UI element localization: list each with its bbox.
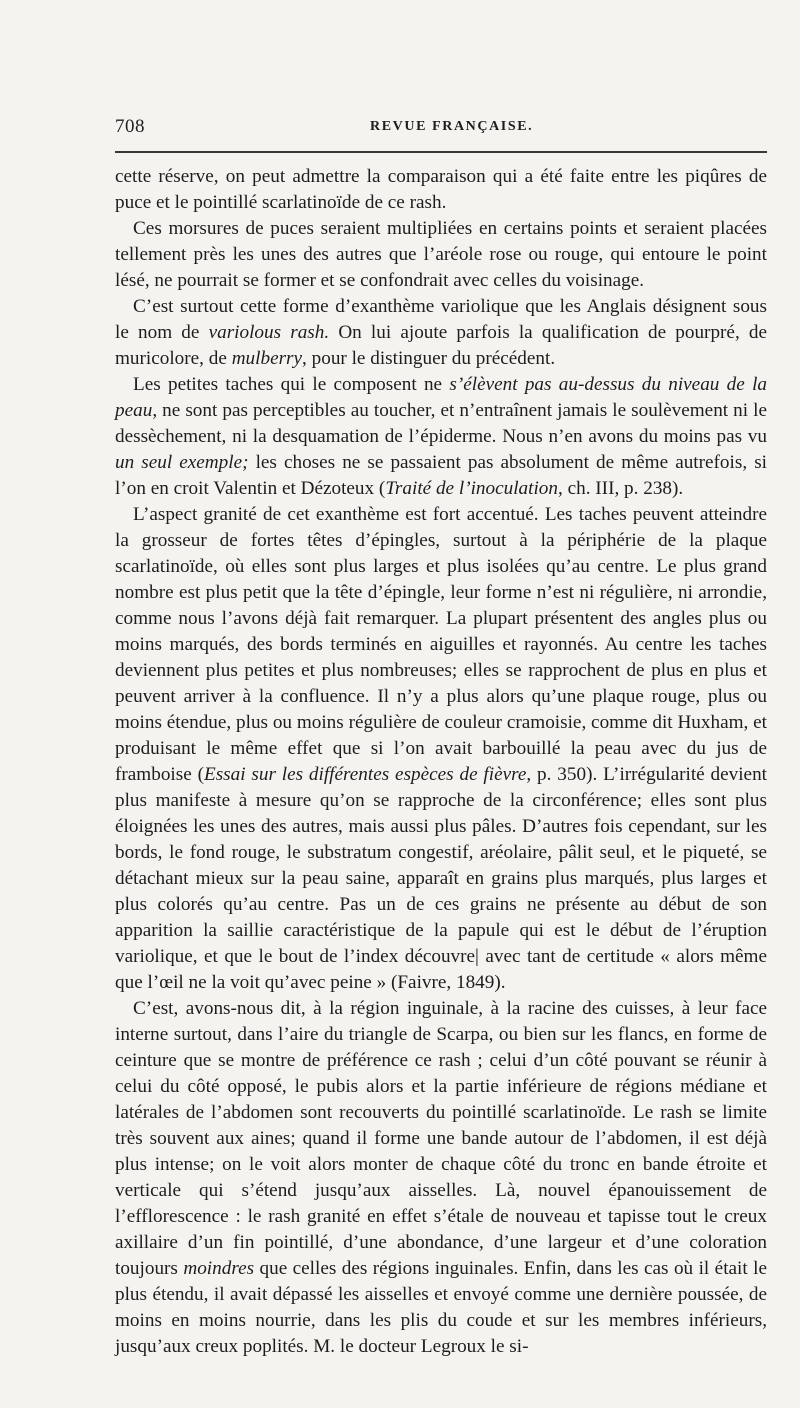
page-number: 708 bbox=[115, 116, 145, 137]
text-run: On lui ajoute parfois la qualification de pourpré, de muricolore, de bbox=[115, 322, 768, 369]
paragraph bbox=[115, 216, 767, 294]
text-run: , pour le distinguer du précédent. bbox=[302, 348, 556, 369]
header-rule bbox=[115, 151, 767, 153]
text-run: , p. 350). L’irrégularité devient plus manifeste à mesure qu’on se rapproche de la circonférence; elles sont plus éloignées les unes des autres, mais aussi plus pâles. D’autres fois cependant, sur les bords, le fond rouge, le substratum congestif, aréolaire, pâlit seul, et le piqueté, se détachant mieux sur la peau saine, apparaît en grains plus marqués, plus larges et plus colorés qu’au centre. Pas un de ces grains ne présente au début de son apparition la saillie caractéristique de la papule qui est le début de l’éruption variolique, et que le bout de l’index découvre| avec tant de certitude « alors même que l’œil ne la voit qu’avec peine » (Faivre, 1849). bbox=[115, 764, 767, 993]
text-run: cette réserve, on peut admettre la comparaison qui a été faite entre les piqûres de puce et le pointillé scarlatinoïde de ce rash. bbox=[115, 166, 767, 213]
text-run: que celles des régions inguinales. Enfin, dans les cas où il était le plus étendu, il avait dépassé les aisselles et envoyé comme une dernière poussée, de moins en moins nourrie, dans les plis du coude et sur les membres inférieurs, jusqu’aux creux poplités. M. le docteur Legroux le si- bbox=[115, 1258, 767, 1357]
text-run: , ne sont pas perceptibles au toucher, et n’entraînent jamais le soulèvement ni le dessèchement, ni la desquamation de l’épiderme. Nous n’en avons du moins pas vu bbox=[115, 400, 767, 447]
paragraph bbox=[115, 996, 767, 1360]
paragraph bbox=[115, 164, 767, 216]
paragraph bbox=[115, 294, 767, 372]
page-header bbox=[115, 116, 767, 140]
italic-text: un seul exemple; bbox=[115, 452, 249, 473]
paragraph bbox=[115, 502, 767, 996]
running-title: REVUE FRANÇAISE. bbox=[370, 119, 534, 134]
text-run: C’est surtout cette forme d’exanthème variolique que les Anglais désignent sous le nom de bbox=[115, 296, 767, 343]
text-run: les choses ne se passaient pas absolument de même autrefois, si l’on en croit Valentin et Dézoteux ( bbox=[115, 452, 767, 499]
text-run: Ces morsures de puces seraient multipliées en certains points et seraient placées tellement près les unes des autres que l’aréole rose ou rouge, qui entoure le point lésé, ne pourrait se former et se confondrait avec celles du voisinage. bbox=[115, 218, 767, 291]
italic-text: variolous rash. bbox=[208, 322, 330, 343]
italic-text: Traité de l’inoculation bbox=[385, 478, 558, 499]
text-run: Les petites taches qui le composent ne bbox=[133, 374, 450, 395]
paragraph bbox=[115, 372, 767, 502]
text-run: , ch. III, p. 238). bbox=[558, 478, 684, 499]
italic-text: s’élèvent pas au-dessus du niveau de la peau bbox=[115, 374, 767, 421]
italic-text: mulberry bbox=[231, 348, 303, 369]
text-run: L’aspect granité de cet exanthème est fort accentué. Les taches peuvent atteindre la grosseur de fortes têtes d’épingles, surtout à la périphérie de la plaque scarlatinoïde, où elles sont plus larges et plus isolées qu’au centre. Le plus grand nombre est plus petit que la tête d’épingle, leur forme n’est ni régulière, ni arrondie, comme nous l’avons déjà fait remarquer. La plupart présentent des angles plus ou moins marqués, des bords terminés en aiguilles et rayonnés. Au centre les taches deviennent plus petites et plus nombreuses; elles se rapprochent de plus en plus et peuvent arriver à la confluence. Il n’y a plus alors qu’une plaque rouge, plus ou moins étendue, plus ou moins régulière de couleur cramoisie, comme dit Huxham, et produisant le même effet que si l’on avait barbouillé la peau avec du jus de framboise ( bbox=[115, 504, 767, 785]
italic-text: moindres bbox=[183, 1258, 255, 1279]
text-run: C’est, avons-nous dit, à la région inguinale, à la racine des cuisses, à leur face interne surtout, dans l’aire du triangle de Scarpa, ou bien sur les flancs, en forme de ceinture que se montre de préférence ce rash ; celui d’un côté pouvant se réunir à celui du côté opposé, le pubis alors et la partie inférieure de régions médiane et latérales de l’abdomen sont recouverts du pointillé scarlatinoïde. Le rash se limite très souvent aux aines; quand il forme une bande autour de l’abdomen, il est déjà plus intense; on le voit alors monter de chaque côté du tronc en bande étroite et verticale qui s’étend jusqu’aux aisselles. Là, nouvel épanouissement de l’efflorescence : le rash granité en effet s’étale de nouveau et tapisse tout le creux axillaire d’un fin pointillé, d’une abondance, d’une largeur et d’une coloration toujours bbox=[115, 998, 767, 1279]
italic-text: Essai sur les différentes espèces de fièvre bbox=[203, 764, 527, 785]
body-text bbox=[115, 164, 767, 1360]
